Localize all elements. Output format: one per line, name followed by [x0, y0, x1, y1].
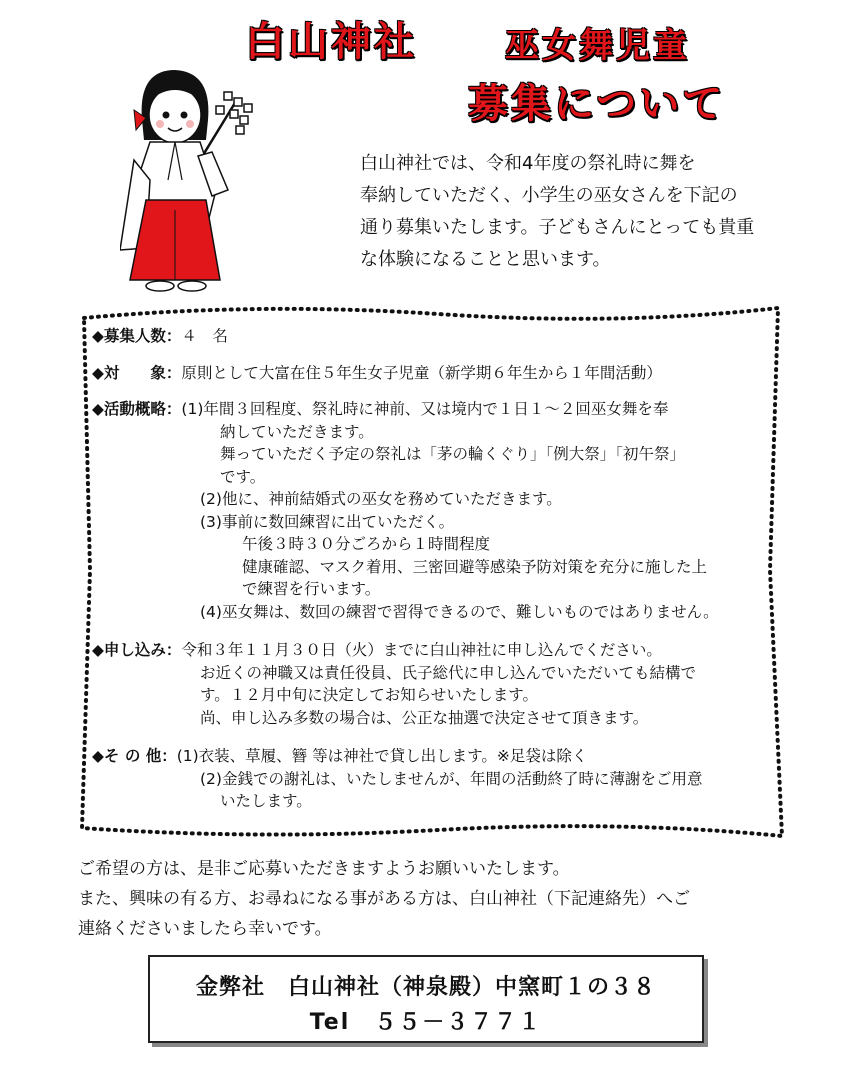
apply-line: 令和３年１１月３０日（火）までに白山神社に申し込んでください。 — [181, 641, 662, 659]
closing-line: また、興味の有る方、お尋ねになる事がある方は、白山神社（下記連絡先）へご — [78, 889, 690, 909]
activity-line: です。 — [220, 467, 266, 486]
other-line: いたします。 — [220, 792, 312, 810]
other-label: ◆そ の 他： — [92, 747, 177, 765]
target-value: 原則として大富在住５年生女子児童（新学期６年生から１年間活動） — [181, 363, 662, 382]
activity-line: (3)事前に数回練習に出ていただく。 — [200, 512, 455, 531]
page-subtitle: 巫女舞児童 — [505, 26, 690, 66]
contact-address: 金弊社 白山神社（神泉殿）中窯町１の３８ — [195, 975, 656, 1000]
other-line: (2)金銭での謝礼は、いたしませんが、年間の活動終了時に薄謝をご用意 — [200, 769, 703, 788]
other-block — [92, 745, 782, 813]
closing-paragraph — [78, 854, 798, 944]
activity-line: (1)年間３回程度、祭礼時に神前、又は境内で１日１～２回巫女舞を奉 — [181, 400, 669, 418]
other-line: (1)衣装、草履、簪 等は神社で貸し出します。※足袋は除く — [176, 747, 588, 765]
activity-line: 健康確認、マスク着用、三密回避等感染予防対策を充分に施した上 — [242, 557, 708, 576]
apply-line: す。１２月中旬に決定してお知らせいたします。 — [200, 686, 539, 704]
count-row — [92, 325, 782, 348]
apply-label: ◆申し込み： — [92, 641, 182, 659]
activity-line: で練習を行います。 — [242, 580, 381, 598]
contact-phone: Tel ５５－３７７１ — [309, 1010, 543, 1035]
apply-block — [92, 639, 782, 729]
intro-line: 通り募集いたします。子どもさんにとっても貴重 — [360, 217, 755, 238]
intro-paragraph — [360, 148, 780, 276]
closing-line: 連絡くださいましたら幸いです。 — [78, 919, 332, 939]
count-value: ４ 名 — [181, 327, 228, 345]
activity-line: 午後３時３０分ごろから１時間程度 — [242, 535, 491, 553]
apply-line: 尚、申し込み多数の場合は、公正な抽選で決定させて頂きます。 — [200, 708, 649, 727]
activity-block — [92, 398, 782, 623]
intro-line: 白山神社では、令和4年度の祭礼時に舞を — [360, 153, 696, 174]
intro-line: 奉納していただく、小学生の巫女さんを下記の — [360, 185, 738, 206]
activity-line: 納していただきます。 — [220, 422, 374, 441]
details-section — [92, 325, 782, 813]
activity-label: ◆活動概略： — [92, 400, 182, 418]
activity-line: 舞っていただく予定の祭礼は「茅の輪くぐり」「例大祭」「初午祭」 — [220, 445, 686, 463]
page-subtitle-2: 募集について — [468, 81, 726, 127]
count-label: ◆募集人数： — [92, 327, 182, 345]
closing-line: ご希望の方は、是非ご応募いただきますようお願いいたします。 — [78, 859, 570, 879]
intro-line: な体験になることと思います。 — [360, 249, 611, 270]
activity-line: (4)巫女舞は、数回の練習で習得できるので、難しいものではありません。 — [200, 602, 719, 621]
target-label: ◆対 象： — [92, 363, 182, 382]
apply-line: お近くの神職又は責任役員、氏子総代に申し込んでいただいても結構で — [200, 663, 697, 682]
activity-line: (2)他に、神前結婚式の巫女を務めていただきます。 — [200, 490, 562, 508]
target-row — [92, 362, 782, 385]
page-title: 白山神社 — [245, 19, 417, 65]
miko-girl-illustration — [120, 60, 270, 300]
contact-box — [148, 955, 704, 1043]
